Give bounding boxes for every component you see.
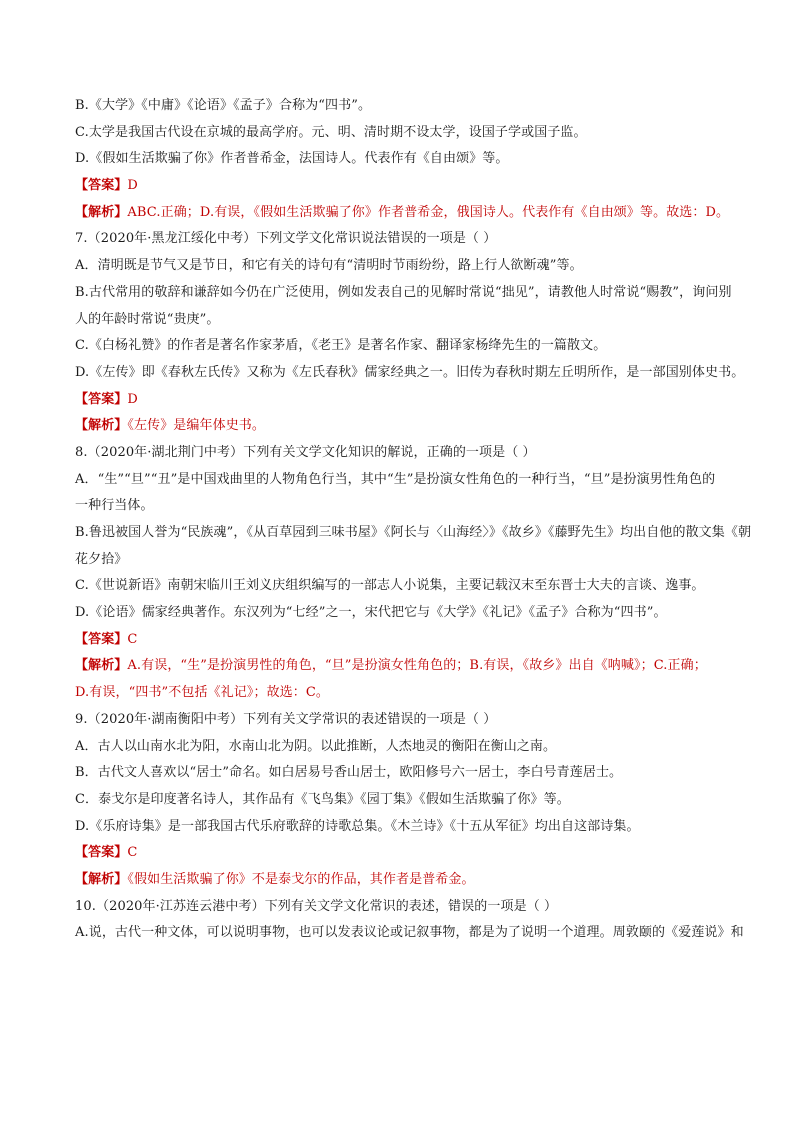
text-line: C．泰戈尔是印度著名诗人，其作品有《飞鸟集》《园丁集》《假如生活欺骗了你》等。	[75, 791, 570, 807]
section-body: C	[127, 631, 138, 647]
section-label: 【解析】	[75, 204, 128, 220]
answer-line	[75, 843, 734, 863]
text-line: B.古代常用的敬辞和谦辞如今仍在广泛使用，例如发表自己的见解时常说“拙见”，请教他人时常说“赐教”，询问别	[75, 284, 732, 300]
text-line: 8.（2020年·湖北荆门中考）下列有关文学文化知识的解说，正确的一项是（ ）	[75, 444, 536, 460]
text-line: 一种行当体。	[75, 498, 154, 514]
text-line: B．古代文人喜欢以“居士”命名。如白居易号香山居士，欧阳修号六一居士，李白号青莲居士。	[75, 765, 623, 781]
section-body: 《左传》是编年体史书。	[127, 418, 266, 434]
explanation-line	[75, 416, 734, 436]
text-line: A．“生”“旦”“丑”是中国戏曲里的人物角色行当，其中“生”是扮演女性角色的一种行当，“旦”是扮演男性角色的	[75, 471, 716, 487]
section-body: A.有误，“生”是扮演男性的角色，“旦”是扮演女性角色的；B.有误，《故乡》出自《呐喊》；C.正确；	[127, 658, 707, 674]
section-body: D	[127, 178, 138, 194]
text-line: 人的年龄时常说“贵庚”。	[75, 311, 220, 327]
explanation-line	[75, 203, 734, 223]
section-body: C	[127, 845, 138, 861]
section-label: 【解析】	[75, 871, 128, 887]
section-body: D	[127, 391, 138, 407]
answer-line	[75, 176, 734, 196]
text-line: 9.（2020年·湖南衡阳中考）下列有关文学常识的表述错误的一项是（ ）	[75, 711, 497, 727]
section-label: 【解析】	[75, 658, 128, 674]
text-line: 7.（2020年·黑龙江绥化中考）下列文学文化常识说法错误的一项是（ ）	[75, 231, 497, 247]
text-line: 10.（2020年·江苏连云港中考）下列有关文学文化常识的表述，错误的一项是（ ）	[75, 898, 558, 914]
section-body: ABC.正确；D.有误，《假如生活欺骗了你》作者普希金，俄国诗人。代表作有《自由颂》等。故选：D。	[127, 204, 730, 220]
text-line: D.《论语》儒家经典著作。东汉列为“七经”之一，宋代把它与《大学》《礼记》《孟子》合称为“四书”。	[75, 605, 667, 621]
text-line: C.《白杨礼赞》的作者是著名作家茅盾，《老王》是著名作家、翻译家杨绛先生的一篇散文。	[75, 338, 607, 354]
section-label: 【答案】	[75, 845, 128, 861]
text-line: B.鲁迅被国人誉为“民族魂”，《从百草园到三味书屋》《阿长与〈山海经〉》《故乡》《藤野先生》均出自他的散文集《朝	[75, 525, 752, 540]
explanation-line	[75, 870, 734, 890]
text-line: A．古人以山南水北为阳，水南山北为阴。以此推断，人杰地灵的衡阳在衡山之南。	[75, 738, 557, 754]
section-label: 【解析】	[75, 418, 128, 434]
explanation-line	[75, 656, 734, 676]
text-line: D.《左传》即《春秋左氏传》又称为《左氏春秋》儒家经典之一。旧传为春秋时期左丘明所作，是一部国别体史书。	[75, 364, 745, 380]
text-line: A.说，古代一种文体，可以说明事物，也可以发表议论或记叙事物，都是为了说明一个道理。周敦颐的《爱莲说》和	[75, 925, 744, 941]
answer-line	[75, 390, 734, 410]
text-line: D.《假如生活欺骗了你》作者普希金，法国诗人。代表作有《自由颂》等。	[75, 151, 509, 167]
section-label: 【答案】	[75, 178, 128, 194]
text-line: D.有误，“四书”不包括《礼记》；故选：C。	[75, 685, 330, 701]
text-line: D.《乐府诗集》是一部我国古代乐府歌辞的诗歌总集。《木兰诗》《十五从军征》均出自这部诗集。	[75, 818, 640, 834]
section-label: 【答案】	[75, 631, 128, 647]
text-line: C.《世说新语》南朝宋临川王刘义庆组织编写的一部志人小说集，主要记载汉末至东晋士大夫的言谈、逸事。	[75, 578, 705, 594]
text-line: C.太学是我国古代设在京城的最高学府。元、明、清时期不设太学，设国子学或国子监。	[75, 124, 587, 140]
section-label: 【答案】	[75, 391, 128, 407]
text-line: B.《大学》《中庸》《论语》《孟子》合称为“四书”。	[75, 98, 372, 113]
text-line: 花夕拾》	[75, 551, 128, 567]
section-body: 《假如生活欺骗了你》不是泰戈尔的作品，其作者是普希金。	[127, 871, 475, 887]
answer-line	[75, 630, 734, 650]
text-line: A．清明既是节气又是节日，和它有关的诗句有“清明时节雨纷纷，路上行人欲断魂”等。	[75, 258, 583, 274]
